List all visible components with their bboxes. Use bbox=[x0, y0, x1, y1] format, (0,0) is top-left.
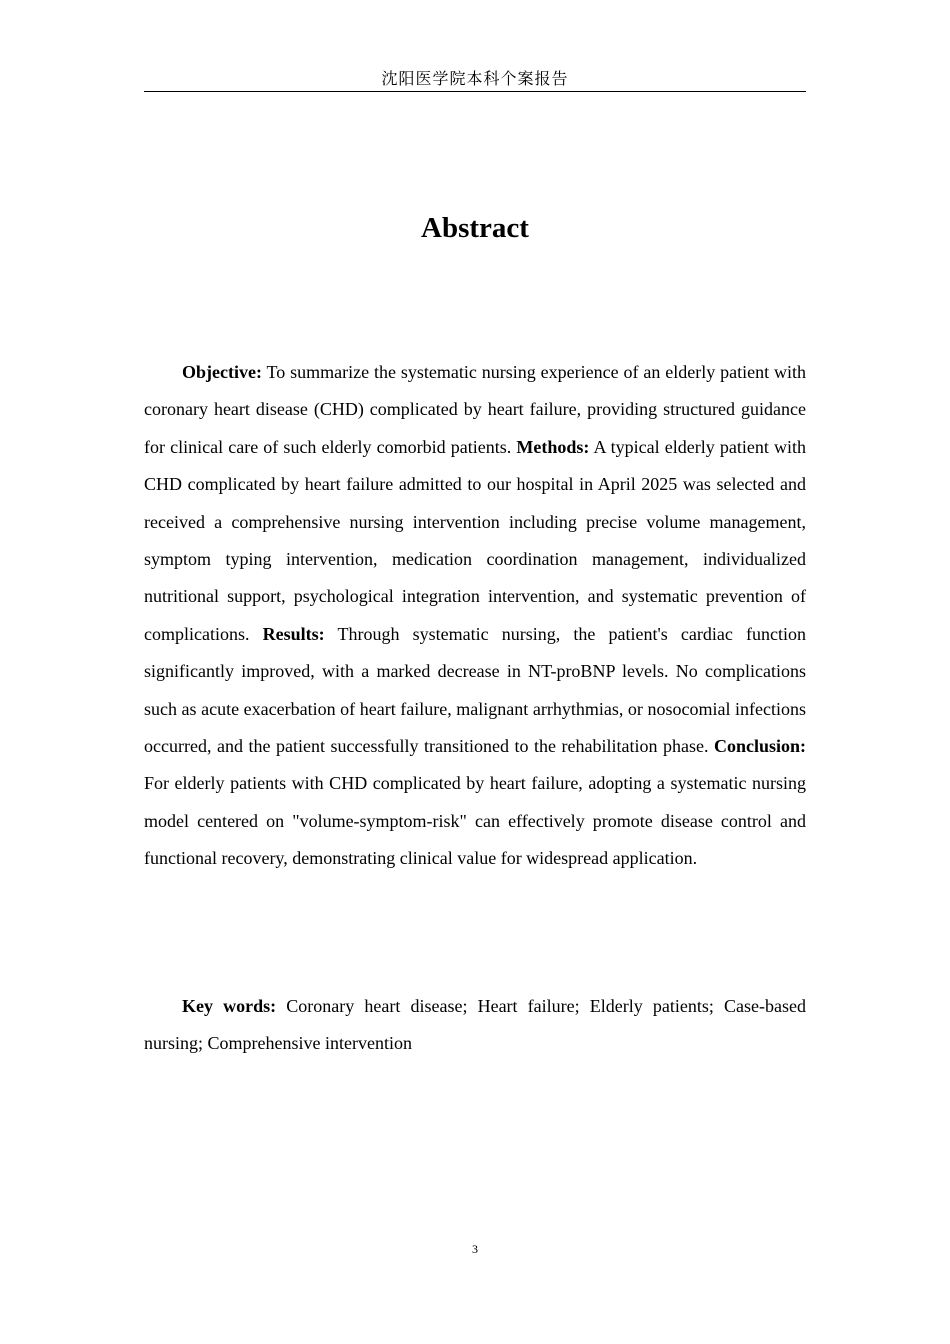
conclusion-text: For elderly patients with CHD complicated by heart failure, adopting a systematic nursing model centered on "volume-symptom-risk" can effectively promote disease control and functional recovery, demonstrating clinical value for widespread application. bbox=[144, 773, 806, 869]
results-text: Through systematic nursing, the patient's cardiac function significantly improved, with a marked decrease in NT-proBNP levels. No complications such as acute exacerbation of heart failure, malignant arrhythmias, or nosocomial infections occurred, and the patient successfully transitioned to the rehabilitation phase. bbox=[144, 623, 806, 757]
page-number: 3 bbox=[472, 1242, 478, 1256]
keywords-paragraph bbox=[144, 988, 806, 1063]
objective-text: To summarize the systematic nursing experience of an elderly patient with coronary heart disease (CHD) complicated by heart failure, providing structured guidance for clinical care of such elderly comorbid patients. bbox=[144, 362, 806, 457]
keywords-label: Key words: bbox=[182, 996, 277, 1016]
conclusion-label: Conclusion: bbox=[713, 736, 806, 757]
objective-label: Objective: bbox=[182, 362, 262, 382]
methods-label: Methods: bbox=[516, 436, 590, 457]
running-header: 沈阳医学院本科个案报告 bbox=[381, 69, 569, 88]
abstract-title: Abstract bbox=[421, 212, 529, 244]
methods-text: A typical elderly patient with CHD complicated by heart failure admitted to our hospital in April 2025 was selected and received a comprehensive nursing intervention including precise volume management, symptom typing intervention, medication coordination management, individualized nutritional support, psychological integration intervention, and systematic prevention of complications. bbox=[144, 436, 807, 644]
results-label: Results: bbox=[262, 623, 325, 644]
keywords-text: Coronary heart disease; Heart failure; Elderly patients; Case-based nursing; Comprehensive intervention bbox=[144, 996, 806, 1054]
header-rule bbox=[144, 91, 806, 92]
abstract-paragraph bbox=[144, 354, 806, 878]
